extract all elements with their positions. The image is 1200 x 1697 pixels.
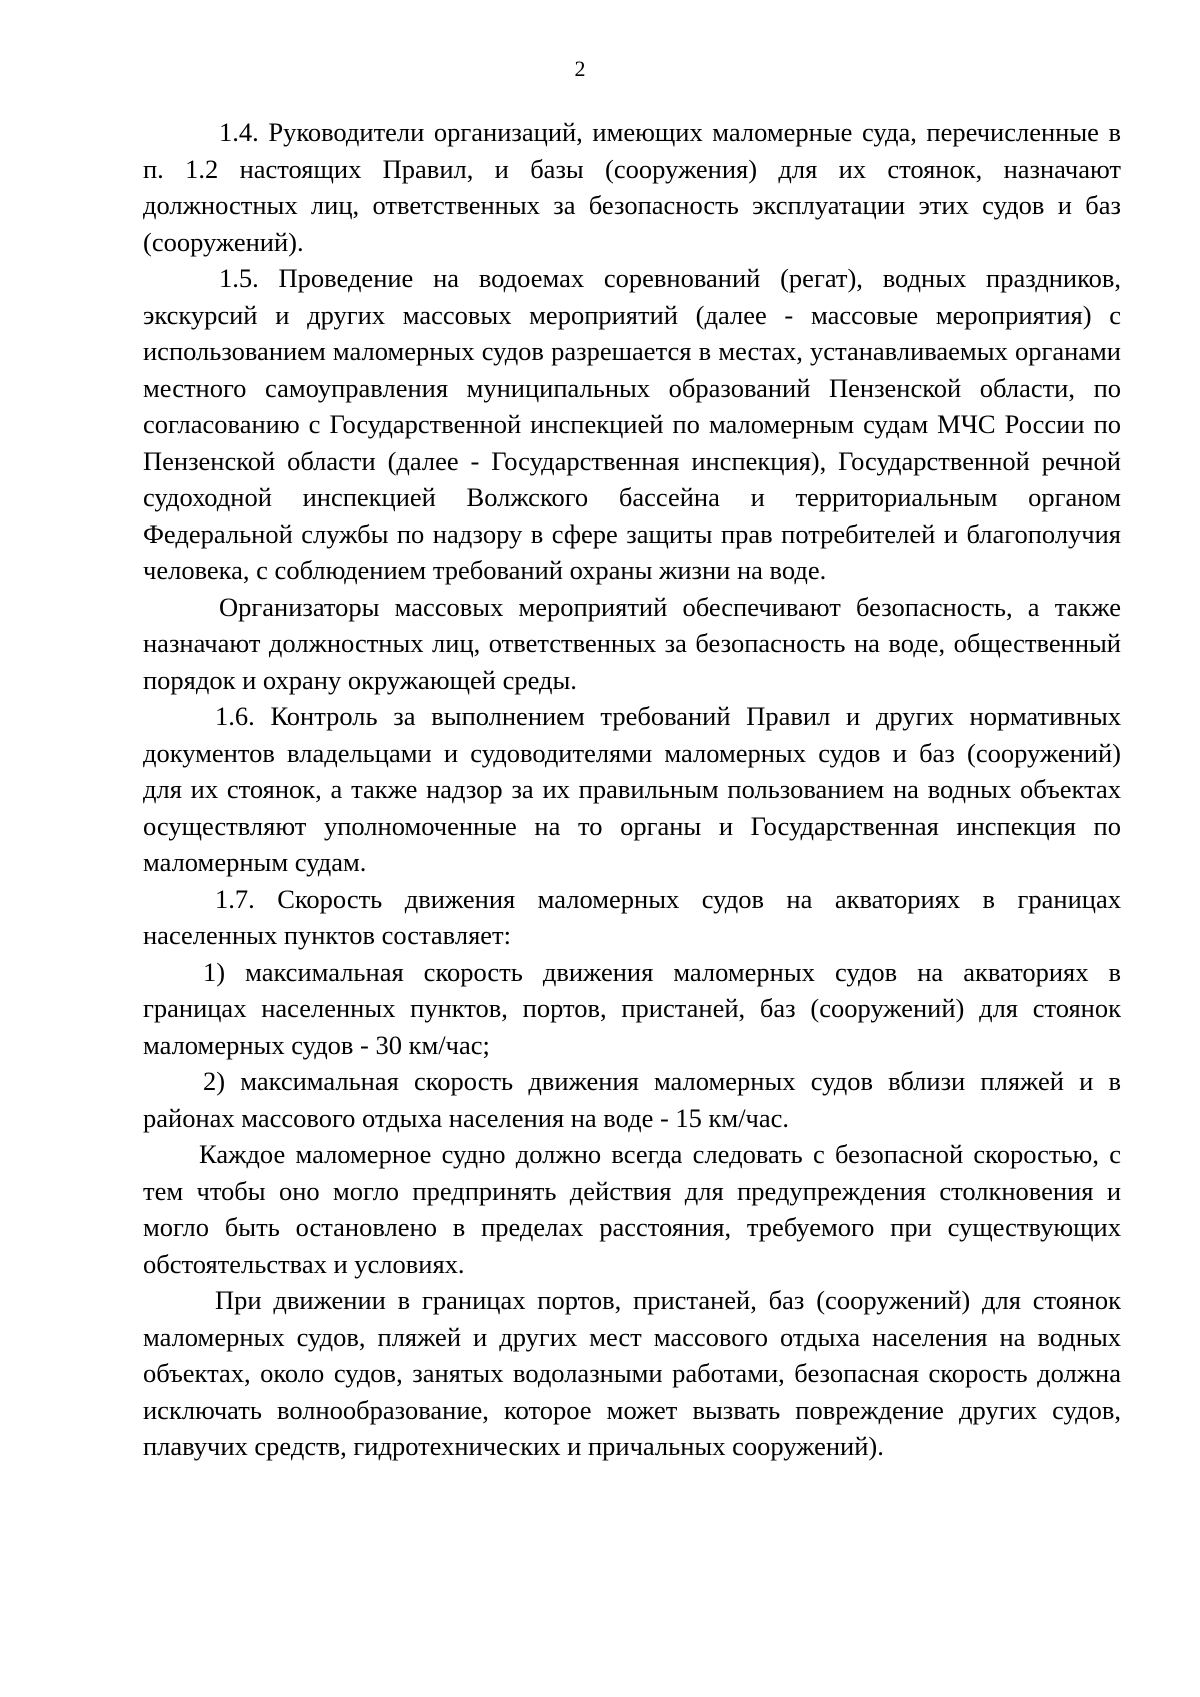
document-body (143, 114, 1121, 1465)
paragraph-1-5: 1.5. Проведение на водоемах соревнований (регат), водных праздников, экскурсий и других массовых мероприятий (далее - массовые мероприятия) с использованием маломерных судов разрешается в местах, устанавливаемых органами местного самоуправления муниципальных образований Пензенской области, по согласованию с Государственной инспекцией по маломерным судам МЧС России по Пензенской области (далее - Государственная инспекция), Государственной речной судоходной инспекцией Волжского бассейна и территориальным органом Федеральной службы по надзору в сфере защиты прав потребителей и благополучия человека, с соблюдением требований охраны жизни на воде. (143, 263, 1121, 585)
paragraph-1-6: 1.6. Контроль за выполнением требований Правил и других нормативных документов владельцами и судоводителями маломерных судов и баз (сооружений) для их стоянок, а также надзор за их правильным пользованием на водных объектах осуществляют уполномоченные на то органы и Государственная инспекция по маломерным судам. (143, 701, 1121, 877)
page-number: 2 (574, 56, 586, 81)
paragraph-1-4: 1.4. Руководители организаций, имеющих маломерные суда, перечисленные в п. 1.2 настоящих Правил, и базы (сооружения) для их стоянок, назначают должностных лиц, ответственных за безопасность эксплуатации этих судов и баз (сооружений). (143, 117, 1121, 257)
paragraph-1-7: 1.7. Скорость движения маломерных судов на акваториях в границах населенных пунктов составляет: (143, 883, 1121, 950)
paragraph-item-2: 2) максимальная скорость движения маломерных судов вблизи пляжей и в районах массового отдыха населения на воде - 15 км/час. (143, 1066, 1121, 1133)
paragraph-port-movement: При движении в границах портов, пристаней, баз (сооружений) для стоянок маломерных судов, пляжей и других мест массового отдыха населения на водных объектах, около судов, занятых водолазными работами, безопасная скорость должна исключать волнообразование, которое может вызвать повреждение других судов, плавучих средств, гидротехнических и причальных сооружений). (143, 1285, 1121, 1461)
paragraph-organizers: Организаторы массовых мероприятий обеспечивают безопасность, а также назначают должностных лиц, ответственных за безопасность на воде, общественный порядок и охрану окружающей среды. (143, 591, 1121, 695)
paragraph-item-1: 1) максимальная скорость движения маломерных судов на акваториях в границах населенных пунктов, портов, пристаней, баз (сооружений) для стоянок маломерных судов - 30 км/час; (143, 956, 1121, 1060)
paragraph-safe-speed: Каждое маломерное судно должно всегда следовать с безопасной скоростью, с тем чтобы оно могло предпринять действия для предупреждения столкновения и могло быть остановлено в пределах расстояния, требуемого при существующих обстоятельствах и условиях. (143, 1139, 1121, 1279)
